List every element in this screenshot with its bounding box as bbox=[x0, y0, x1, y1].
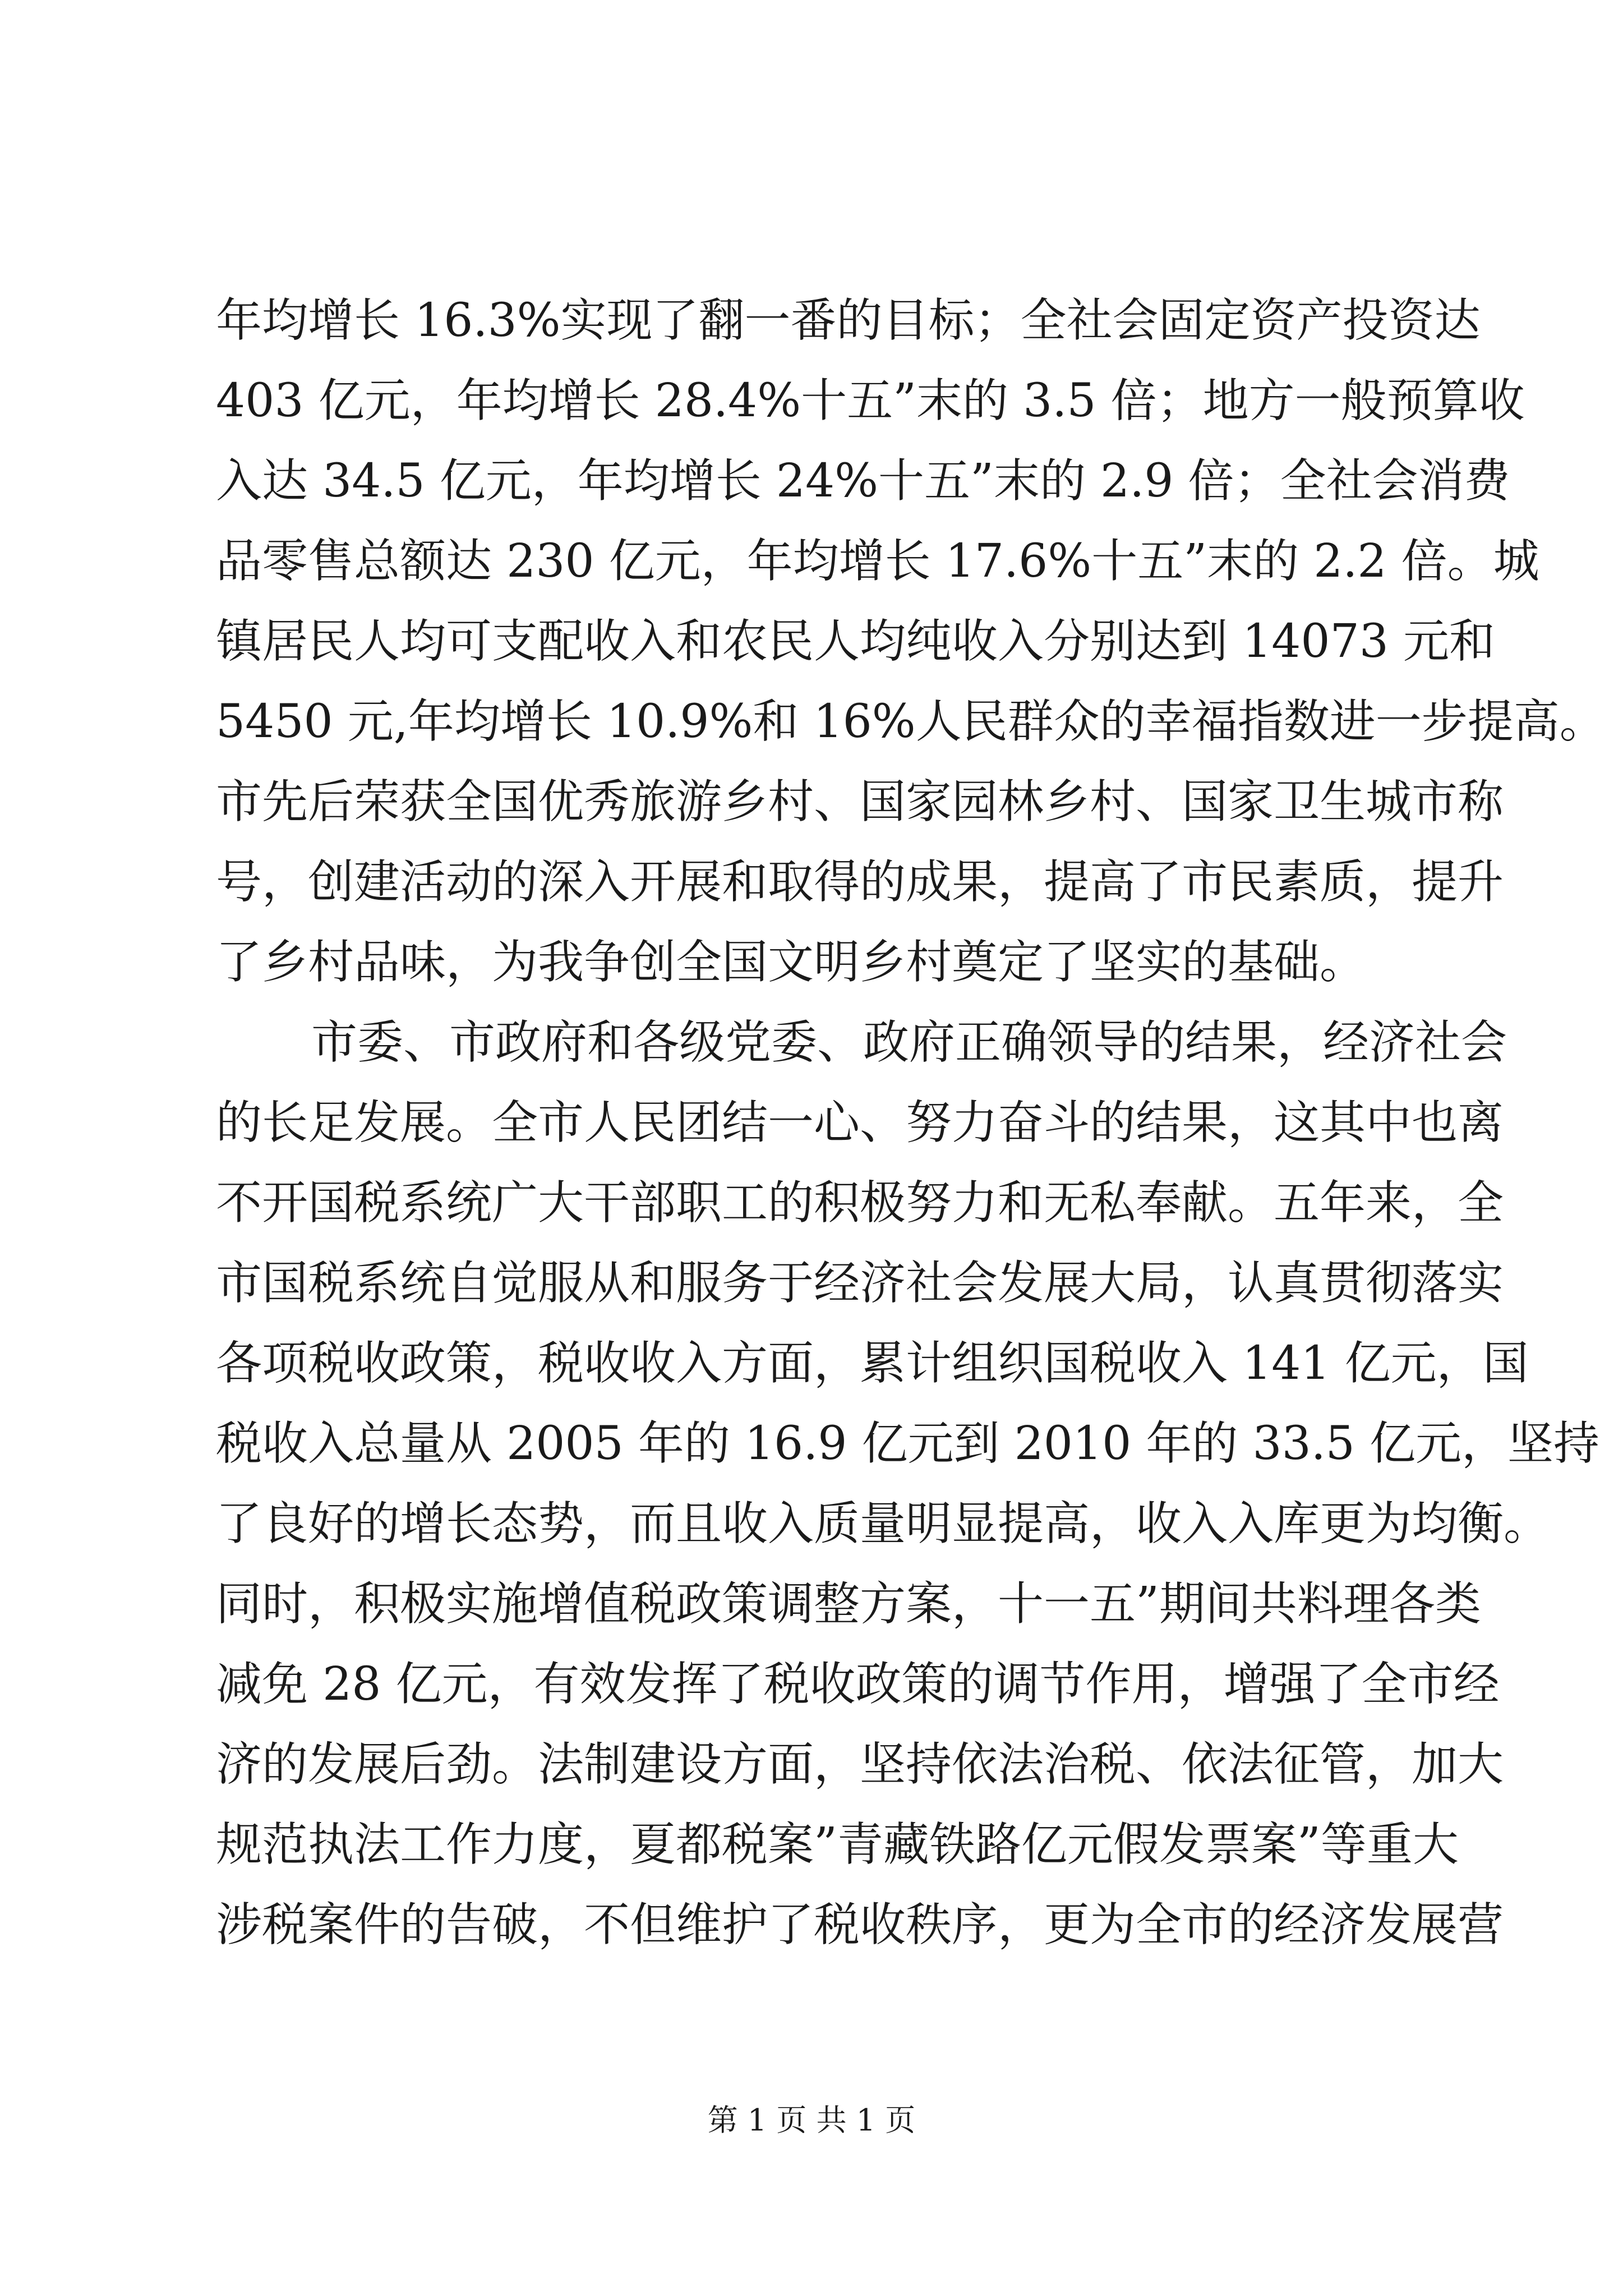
text-line: 品零售总额达 230 亿元，年均增长 17.6%十五”末的 2.2 倍。城 bbox=[216, 535, 1539, 588]
text-line: 403 亿元，年均增长 28.4%十五”末的 3.5 倍；地方一般预算收 bbox=[216, 374, 1525, 427]
text-line: 市先后荣获全国优秀旅游乡村、国家园林乡村、国家卫生城市称 bbox=[216, 775, 1504, 829]
text-line: 各项税收政策，税收收入方面，累计组织国税收入 141 亿元，国 bbox=[216, 1337, 1529, 1390]
text-line: 同时，积极实施增值税政策调整方案，十一五”期间共料理各类 bbox=[216, 1577, 1481, 1631]
text-line: 市国税系统自觉服从和服务于经济社会发展大局，认真贯彻落实 bbox=[216, 1257, 1504, 1310]
text-line: 涉税案件的告破，不但维护了税收秩序，更为全市的经济发展营 bbox=[216, 1898, 1504, 1952]
text-line: 不开国税系统广大干部职工的积极努力和无私奉献。五年来，全 bbox=[216, 1176, 1504, 1230]
text-line: 镇居民人均可支配收入和农民人均纯收入分别达到 14073 元和 bbox=[216, 615, 1495, 668]
page-footer: 第 1 页 共 1 页 bbox=[707, 2102, 916, 2138]
text-line: 市委、市政府和各级党委、政府正确领导的结果，经济社会 bbox=[311, 1016, 1507, 1069]
paragraph bbox=[216, 1002, 1600, 1965]
text-line: 税收入总量从 2005 年的 16.9 亿元到 2010 年的 33.5 亿元，坚持 bbox=[216, 1417, 1600, 1470]
text-line: 入达 34.5 亿元，年均增长 24%十五”末的 2.9 倍；全社会消费 bbox=[216, 454, 1510, 508]
text-line: 号，创建活动的深入开展和取得的成果，提高了市民素质，提升 bbox=[216, 855, 1504, 909]
document-body bbox=[216, 280, 1606, 1965]
text-line: 减免 28 亿元，有效发挥了税收政策的调节作用，增强了全市经 bbox=[216, 1658, 1500, 1711]
text-line: 了良好的增长态势，而且收入质量明显提高，收入入库更为均衡。 bbox=[216, 1497, 1550, 1550]
text-line: 规范执法工作力度，夏都税案”青藏铁路亿元假发票案”等重大 bbox=[216, 1818, 1459, 1871]
paragraph bbox=[216, 280, 1606, 1002]
text-line: 5450 元,年均增长 10.9%和 16%人民群众的幸福指数进一步提高。 bbox=[216, 695, 1606, 748]
text-line: 了乡村品味，为我争创全国文明乡村奠定了坚实的基础。 bbox=[216, 936, 1366, 989]
text-line: 的长足发展。全市人民团结一心、努力奋斗的结果，这其中也离 bbox=[216, 1096, 1504, 1149]
text-line: 年均增长 16.3%实现了翻一番的目标；全社会固定资产投资达 bbox=[216, 294, 1481, 347]
text-line: 济的发展后劲。法制建设方面，坚持依法治税、依法征管，加大 bbox=[216, 1738, 1504, 1791]
